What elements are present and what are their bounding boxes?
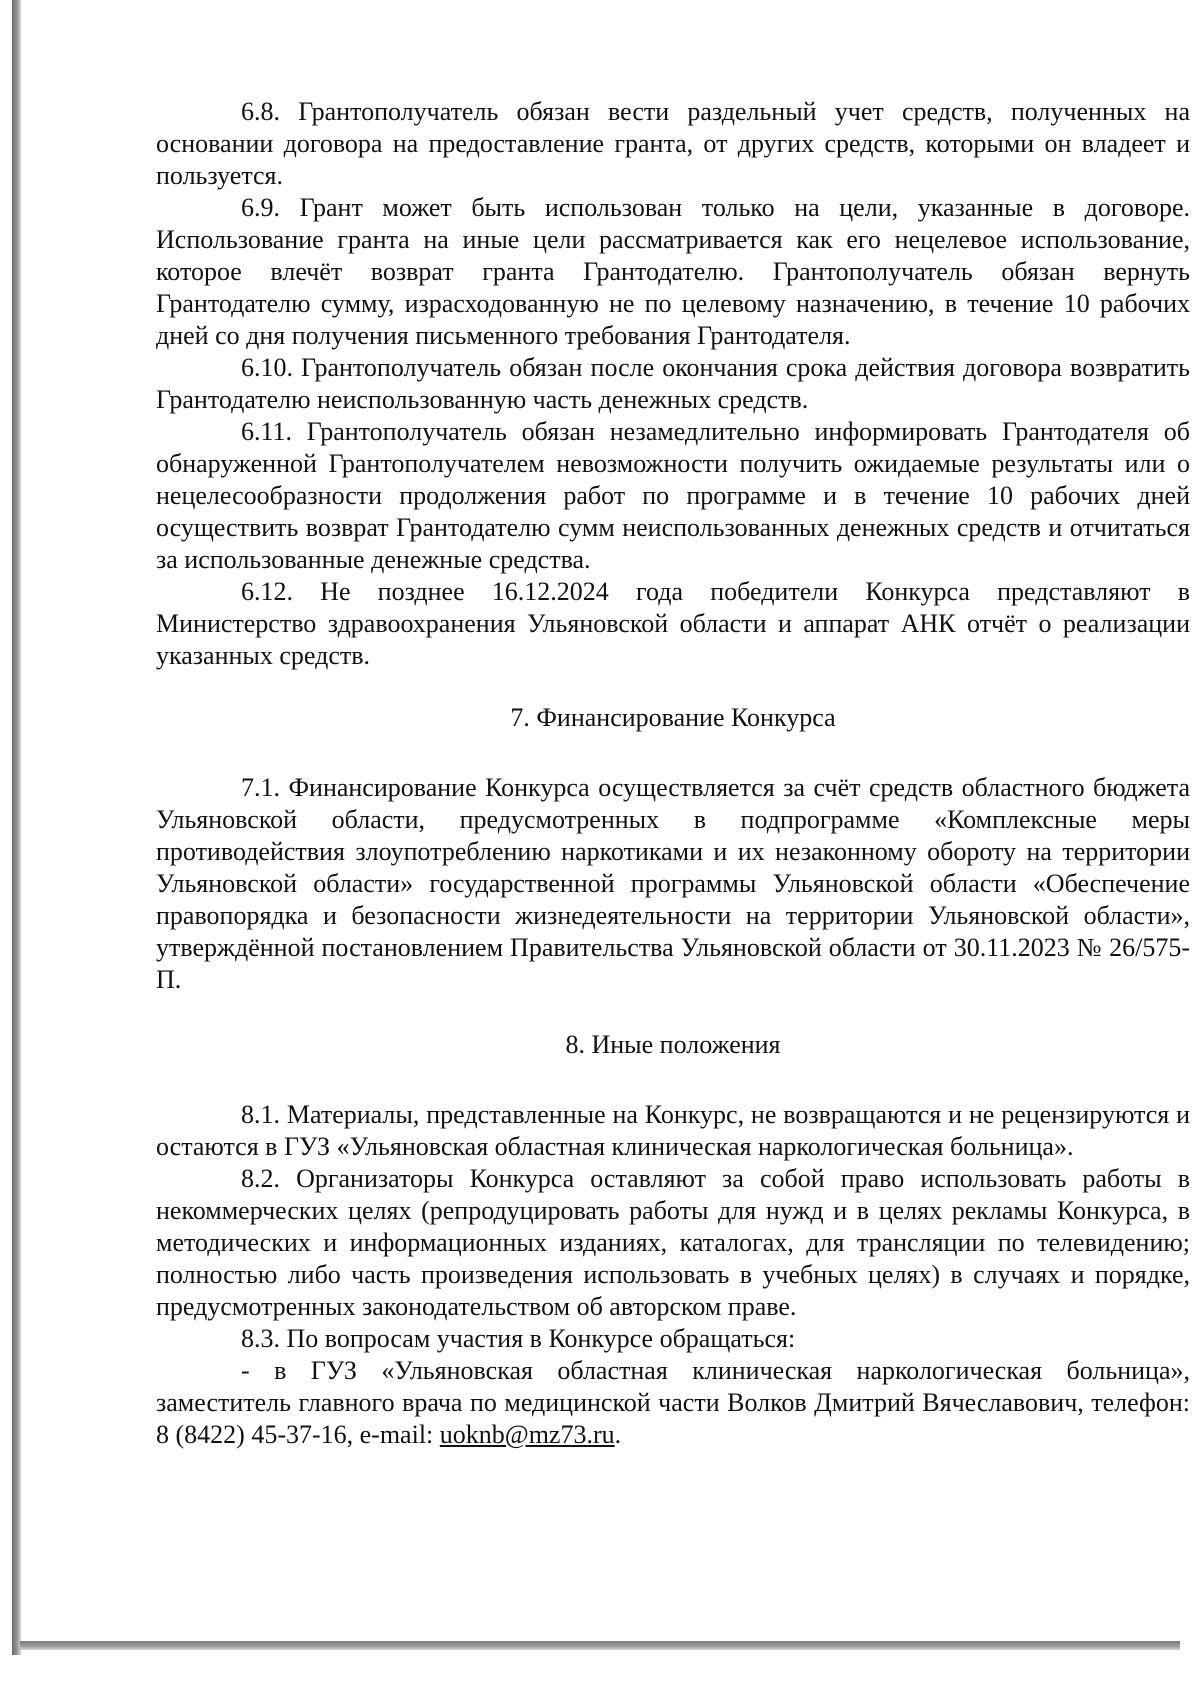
document-page [156, 96, 1190, 1451]
paragraph-6-9: 6.9. Грант может быть использован только на цели, указанные в договоре. Использование гранта на иные цели рассматривается как его нецелевое использование, которое влечёт возврат гранта Грантодателю. Грантополучатель обязан вернуть Грантодателю сумму, израсходованную не по целевому назначению, в течение 10 рабочих дней со дня получения письменного требования Грантодателя. [156, 193, 1190, 350]
paragraph-8-3: 8.3. По вопросам участия в Конкурсе обращаться: [241, 1324, 796, 1353]
paragraph-6-11: 6.11. Грантополучатель обязан незамедлительно информировать Грантодателя об обнаруженной Грантополучателем невозможности получить ожидаемые результаты или о нецелесообразности продолжения работ по программе и в течение 10 рабочих дней осуществить возврат Грантодателю сумм неиспользованных денежных средств и отчитаться за использованные денежные средства. [156, 417, 1190, 574]
paragraph-6-8: 6.8. Грантополучатель обязан вести раздельный учет средств, полученных на основании договора на предоставление гранта, от других средств, которыми он владеет и пользуется. [156, 97, 1190, 190]
section-8-heading: 8. Иные положения [565, 1030, 781, 1059]
contact-paragraph [156, 1355, 1190, 1451]
contact-text: - в ГУЗ «Ульяновская областная клиническая наркологическая больница», заместитель главного врача по медицинской части Волков Дмитрий Вячеславович, телефон: 8 (8422) 45-37-16, e-mail: [156, 1356, 1190, 1449]
paragraph-6-10: 6.10. Грантополучатель обязан после окончания срока действия договора возвратить Грантодателю неиспользованную часть денежных средств. [156, 353, 1190, 414]
scan-left-edge [12, 0, 21, 1655]
paragraph-7-1: 7.1. Финансирование Конкурса осуществляется за счёт средств областного бюджета Ульяновской области, предусмотренных в подпрограмме «Комплексные меры противодействия злоупотреблению наркотиками и их незаконному обороту на территории Ульяновской области» государственной программы Ульяновской области «Обеспечение правопорядка и безопасности жизнедеятельности на территории Ульяновской области», утверждённой постановлением Правительства Ульяновской области от 30.11.2023 № 26/575-П. [156, 773, 1190, 994]
contact-end: . [614, 1420, 622, 1449]
paragraph-8-1: 8.1. Материалы, представленные на Конкурс, не возвращаются и не рецензируются и остаются в ГУЗ «Ульяновская областная клиническая наркологическая больница». [156, 1100, 1190, 1161]
paragraph-8-2: 8.2. Организаторы Конкурса оставляют за собой право использовать работы в некоммерческих целях (репродуцировать работы для нужд и в целях рекламы Конкурса, в методических и информационных изданиях, каталогах, для трансляции по телевидению; полностью либо часть произведения использовать в учебных целях) в случаях и порядке, предусмотренных законодательством об авторском праве. [156, 1164, 1190, 1321]
scan-bottom-edge [20, 1641, 1180, 1650]
section-7-heading: 7. Финансирование Конкурса [510, 703, 836, 732]
email-link[interactable]: uoknb@mz73.ru [439, 1420, 615, 1449]
paragraph-6-12: 6.12. Не позднее 16.12.2024 года победители Конкурса представляют в Министерство здравоохранения Ульяновской области и аппарат АНК отчёт о реализации указанных средств. [156, 577, 1190, 670]
